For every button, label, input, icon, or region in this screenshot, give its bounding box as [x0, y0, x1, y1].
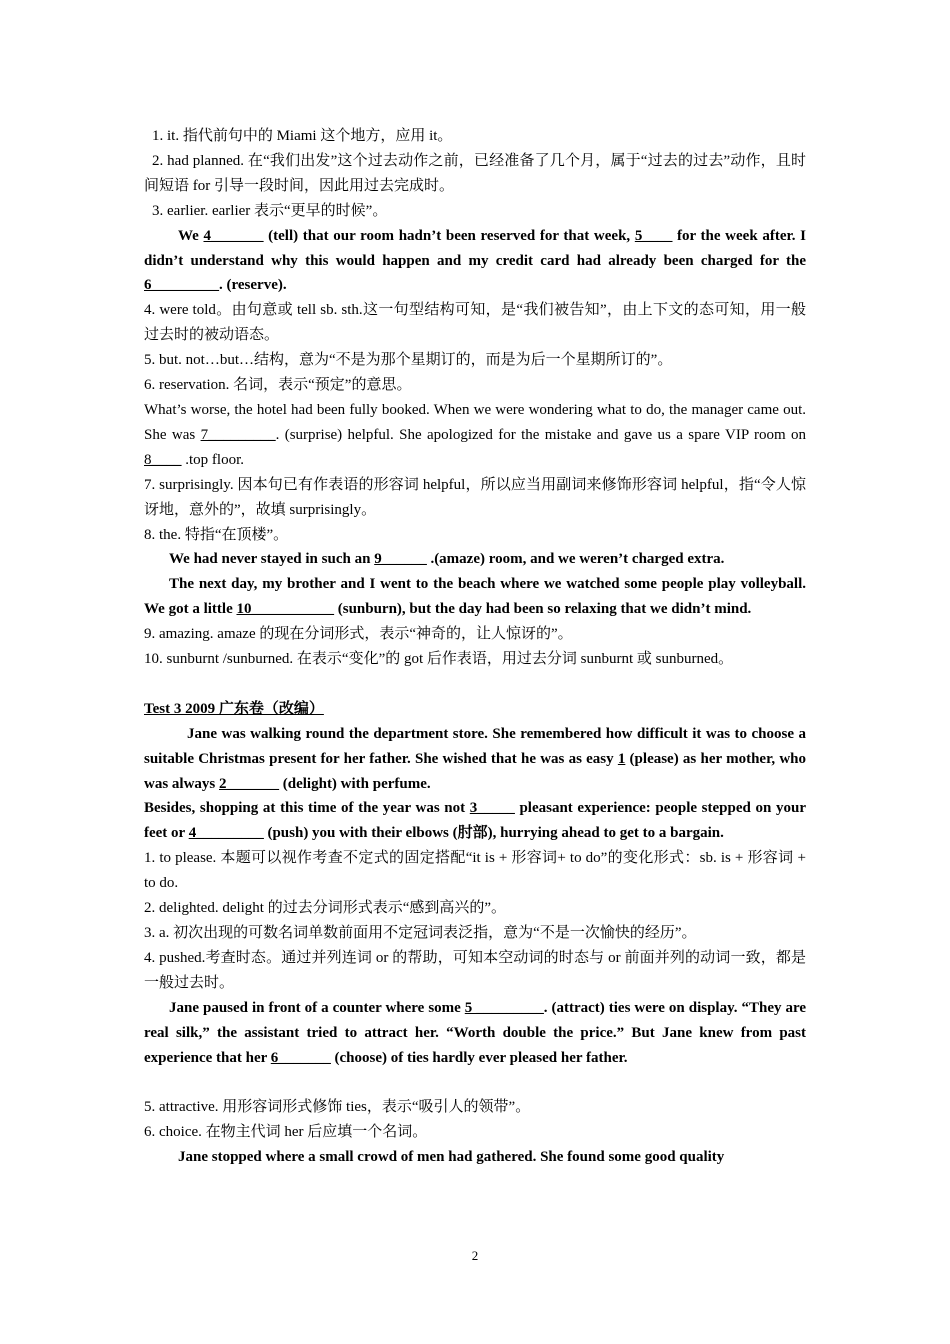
paragraph: [144, 1145, 806, 1170]
paragraph: [144, 796, 806, 846]
paragraph: [144, 124, 806, 149]
paragraph: [144, 523, 806, 548]
text-run: Jane paused in front of a counter where some: [169, 999, 465, 1016]
paragraph: [144, 1120, 806, 1145]
paragraph: [144, 547, 806, 572]
paragraph: [144, 224, 806, 299]
text-run: (delight) with perfume.: [279, 775, 431, 792]
paragraph: [144, 398, 806, 473]
underlined-text: 7_________: [200, 426, 276, 443]
text-run: . (surprise) helpful. She apologized for the mistake and gave us a spare VIP room on: [275, 426, 807, 443]
paragraph: [144, 722, 806, 797]
text-run: 4. were told。由句意或 tell sb. sth.这一句型结构可知，是“我们被告知”，由上下文的态可知，用一般过去时的被动语态。: [144, 302, 806, 344]
text-run: 5. but. not…but…结构，意为“不是为那个星期订的，而是为后一个星期所订的”。: [144, 352, 673, 369]
text-run: What’s worse, the hotel had been fully booked. When we were wondering what to do, the manager came out. She was: [144, 401, 806, 443]
text-run: 2. delighted. delight 的过去分词形式表示“感到高兴的”。: [144, 900, 507, 917]
text-run: Besides, shopping at this time of the year was not: [144, 800, 470, 817]
text-run: 5. attractive. 用形容词形式修饰 ties，表示“吸引人的领带”。: [144, 1099, 531, 1116]
text-run: 7. surprisingly. 因本句已有作表语的形容词 helpful，所以应当用副词来修饰形容词 helpful，指“令人惊讶地，意外的”，故填 surprisingly。: [144, 476, 806, 518]
text-run: 1. it. 指代前句中的 Miami 这个地方，应用 it。: [152, 128, 453, 144]
paragraph: [144, 572, 806, 622]
paragraph: [144, 149, 806, 199]
blank-line: [144, 672, 806, 697]
text-run: .(amaze) room, and we weren’t charged extra.: [426, 551, 725, 568]
text-run: 3. earlier. earlier 表示“更早的时候”。: [152, 202, 388, 219]
underlined-text: 6_______: [270, 1049, 331, 1066]
underlined-text: Test 3 2009 广东卷（改编）: [144, 700, 324, 717]
text-run: The next day, my brother and I went to the beach where we watched some people play volleyball. We got a little: [144, 576, 806, 618]
text-run: (tell) that our room hadn’t been reserved for that week,: [263, 227, 635, 244]
paragraph: [144, 896, 806, 921]
paragraph: [144, 199, 806, 224]
text-run: 6. reservation. 名词，表示“预定”的意思。: [144, 377, 412, 394]
text-run: 2. had planned. 在“我们出发”这个过去动作之前，已经准备了几个月，属于“过去的过去”动作，且时间短语 for 引导一段时间，因此用过去完成时。: [144, 152, 806, 194]
underlined-text: 2_______: [219, 775, 280, 792]
text-run: (choose) of ties hardly ever pleased her father.: [330, 1049, 628, 1066]
page-number: 2: [471, 1248, 479, 1263]
underlined-text: 4_________: [188, 825, 264, 842]
paragraph: [144, 946, 806, 996]
text-run: 6. choice. 在物主代词 her 后应填一个名词。: [144, 1124, 428, 1141]
paragraph: [144, 921, 806, 946]
text-run: Jane stopped where a small crowd of men had gathered. She found some good quality: [178, 1149, 725, 1166]
paragraph: [144, 697, 806, 722]
text-run: We had never stayed in such an: [169, 551, 375, 568]
text-run: Jane was walking round the department store. She remembered how difficult it was to choose a suitable Christmas present for her father. She wished that he was as easy: [144, 725, 806, 767]
text-run: 9. amazing. amaze 的现在分词形式，表示“神奇的，让人惊讶的”。: [144, 626, 573, 643]
text-run: for the week after. I didn’t understand why this would happen and my credit card had already been charged for the: [144, 227, 806, 269]
paragraph: [144, 846, 806, 896]
paragraph: [144, 298, 806, 348]
text-run: .top floor.: [181, 451, 244, 468]
paragraph: [144, 622, 806, 647]
paragraph: [144, 647, 806, 672]
underlined-text: 8____: [144, 451, 182, 468]
paragraph: [144, 348, 806, 373]
underlined-text: 10___________: [236, 601, 334, 618]
paragraph: [144, 373, 806, 398]
text-run: (please) as her mother, who was always: [144, 750, 806, 792]
underlined-text: 9______: [374, 551, 427, 568]
text-run: . (reserve).: [219, 277, 287, 294]
text-run: 4. pushed.考查时态。通过并列连词 or 的帮助，可知本空动词的时态与 or 前面并列的动词一致，都是一般过去时。: [144, 949, 806, 991]
text-run: (push) you with their elbows (肘部), hurrying ahead to get to a bargain.: [263, 825, 724, 842]
paragraph: [144, 473, 806, 523]
text-run: pleasant experience: people stepped on your feet or: [144, 800, 806, 842]
underlined-text: 6_________: [144, 277, 219, 294]
underlined-text: 5____: [634, 227, 673, 244]
text-run: . (attract) ties were on display. “They are real silk,” the assistant tried to attract her. “Worth double the price.” But Jane knew from past experience that her: [144, 999, 807, 1066]
underlined-text: 1: [617, 750, 626, 767]
paragraph: [144, 996, 806, 1071]
blank-line: [144, 1070, 806, 1095]
text-run: We: [178, 227, 204, 244]
underlined-text: 5 _________: [464, 999, 544, 1016]
text-run: 10. sunburnt /sunburned. 在表示“变化”的 got 后作表语，用过去分词 sunburnt 或 sunburned。: [144, 651, 734, 668]
text-run: (sunburn), but the day had been so relaxing that we didn’t mind.: [333, 601, 752, 618]
underlined-text: 4_______: [203, 227, 264, 244]
text-run: 3. a. 初次出现的可数名词单数前面用不定冠词表泛指，意为“不是一次愉快的经历”。: [144, 924, 697, 941]
document-body: [144, 124, 806, 1170]
paragraph: [144, 1095, 806, 1120]
text-run: 8. the. 特指“在顶楼”。: [144, 526, 289, 543]
text-run: 1. to please. 本题可以视作考查不定式的固定搭配“it is + 形容词+ to do”的变化形式：sb. is + 形容词 + to do.: [144, 850, 806, 892]
underlined-text: 3_____: [469, 800, 515, 817]
